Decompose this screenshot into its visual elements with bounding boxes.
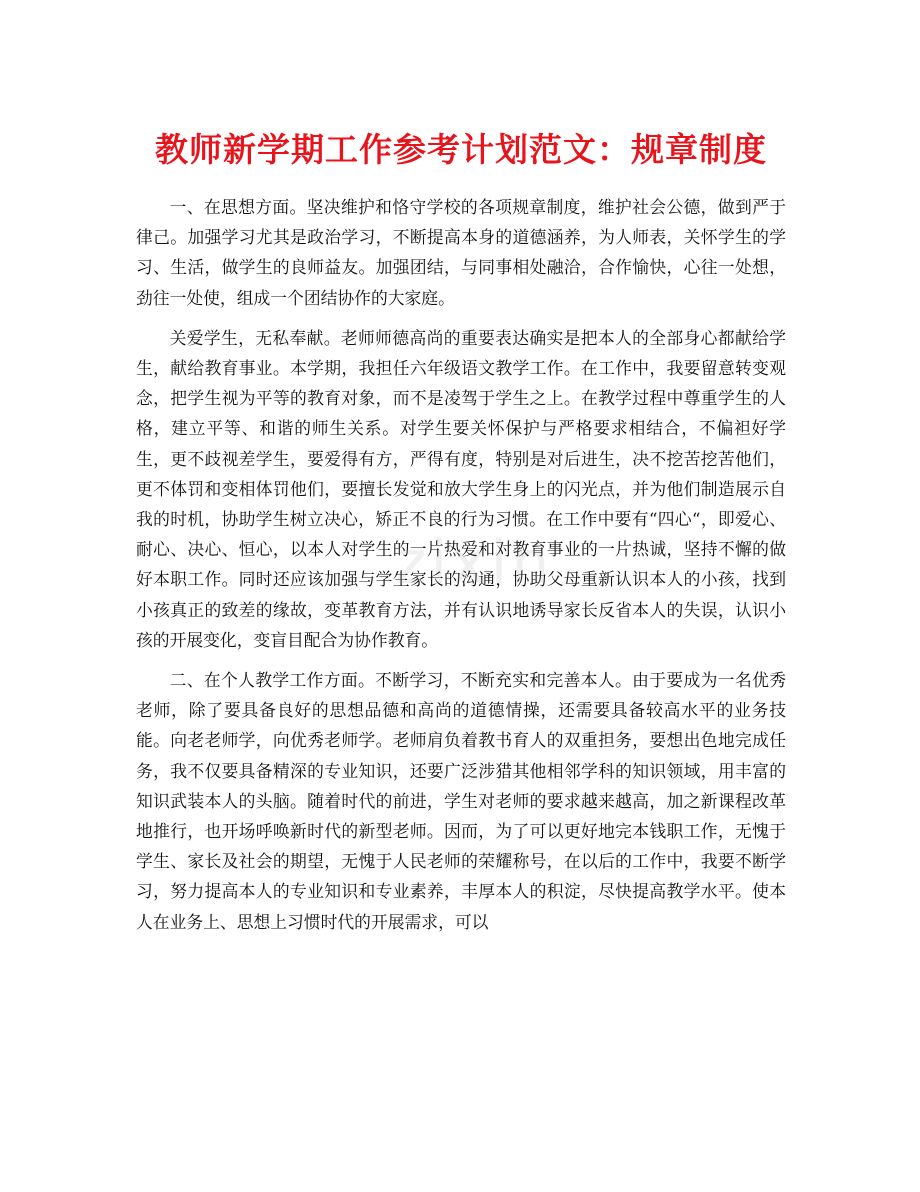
paragraph-thought: 一、在思想方面。坚决维护和恪守学校的各项规章制度，维护社会公德，做到严于律己。加强学习尤其是政治学习，不断提高本身的道德涵养，为人师表，关怀学生的学习、生活，做学生的良师益友。加强团结，与同事相处融洽，合作愉快，心往一处想，劲往一处使，组成一个团结协作的大家庭。	[136, 197, 786, 308]
paragraph-teaching-work: 二、在个人教学工作方面。不断学习，不断充实和完善本人。由于要成为一名优秀老师，除了要具备良好的思想品德和高尚的道德情操，还需要具备较高水平的业务技能。向老老师学，向优秀老师学。老师肩负着教书育人的双重担务，要想出色地完成任务，我不仅要具备精深的专业知识，还要广泛涉猎其他相邻学科的知识领域，用丰富的知识武装本人的头脑。随着时代的前进，学生对老师的要求越来越高，加之新课程改革地推行，也开场呼唤新时代的新型老师。因而，为了可以更好地完本钱职工作，无愧于学生、家长及社会的期望，无愧于人民老师的荣耀称号，在以后的工作中，我要不断学习，努力提高本人的专业知识和专业素养，丰厚本人的积淀，尽快提高教学水平。使本人在业务上、思想上习惯时代的开展需求，可以	[136, 670, 786, 932]
document-title: 教师新学期工作参考计划范文：规章制度	[155, 130, 767, 169]
watermark: zixin	[395, 528, 554, 598]
paragraph-care-for-students: 关爱学生，无私奉献。老师师德高尚的重要表达确实是把本人的全部身心都献给学生，献给教育事业。本学期，我担任六年级语文教学工作。在工作中，我要留意转变观念，把学生视为平等的教育对象，而不是凌驾于学生之上。在教学过程中尊重学生的人格，建立平等、和谐的师生关系。对学生要关怀保护与严格要求相结合，不偏袒好学生，更不歧视差学生，要爱得有方，严得有度，特别是对后进生，决不挖苦挖苦他们，更不体罚和变相体罚他们，要擅长发觉和放大学生身上的闪光点，并为他们制造展示自我的时机，协助学生树立决心，矫正不良的行为习惯。在工作中要有“四心“，即爱心、耐心、决心、恒心，以本人对学生的一片热爱和对教育事业的一片热诚，坚持不懈的做好本职工作。同时还应该加强与学生家长的沟通，协助父母重新认识本人的小孩，找到小孩真正的致差的缘故，变革教育方法，并有认识地诱导家长反省本人的失误，认识小孩的开展变化，变盲目配合为协作教育。	[136, 327, 786, 650]
document-page	[136, 122, 786, 947]
